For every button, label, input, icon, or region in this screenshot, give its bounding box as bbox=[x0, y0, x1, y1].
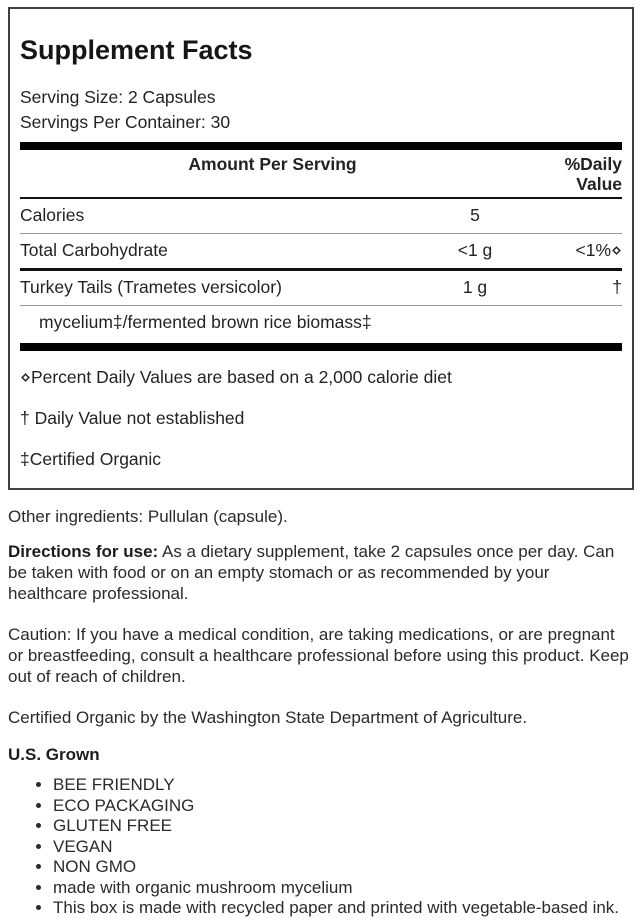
nutrient-amount: 1 g bbox=[462, 277, 488, 297]
thick-divider-top bbox=[20, 142, 622, 150]
list-item: • BEE FRIENDLY bbox=[53, 775, 632, 796]
table-row bbox=[20, 271, 622, 305]
list-item: • This box is made with recycled paper and printed with vegetable-based ink. bbox=[53, 898, 632, 919]
table-row bbox=[20, 234, 622, 268]
list-item: • made with organic mushroom mycelium bbox=[53, 878, 632, 899]
facts-table-header bbox=[20, 150, 622, 197]
supplement-facts-panel bbox=[8, 7, 634, 490]
list-item: • NON GMO bbox=[53, 857, 632, 878]
table-row bbox=[20, 306, 622, 340]
directions-label: Directions for use: bbox=[8, 542, 159, 561]
label-body-copy bbox=[8, 506, 632, 919]
table-row bbox=[20, 199, 622, 233]
panel-title: Supplement Facts bbox=[20, 35, 253, 65]
caution-paragraph: Caution: If you have a medical condition, are taking medications, or are pregnant or breastfeeding, consult a healthcare professional before using this product. Keep out of reach of children. bbox=[8, 625, 629, 686]
certified-organic-text: Certified Organic by the Washington State Department of Agriculture. bbox=[8, 708, 528, 727]
nutrient-amount: <1 g bbox=[457, 240, 493, 260]
list-item: • ECO PACKAGING bbox=[53, 796, 632, 817]
amount-per-serving-header: Amount Per Serving bbox=[188, 154, 357, 174]
daily-value-header: %Daily Value bbox=[564, 154, 622, 194]
list-item: • VEGAN bbox=[53, 837, 632, 858]
nutrient-name: Turkey Tails (Trametes versicolor) bbox=[20, 277, 282, 297]
list-item: • GLUTEN FREE bbox=[53, 816, 632, 837]
footnote-daily-values: ⋄Percent Daily Values are based on a 2,000 calorie diet bbox=[20, 367, 452, 387]
nutrient-name: Calories bbox=[20, 205, 85, 225]
serving-size-line: Serving Size: 2 Capsules bbox=[20, 87, 216, 107]
footnote-certified-organic: ‡Certified Organic bbox=[20, 449, 162, 469]
nutrient-amount: 5 bbox=[470, 205, 480, 225]
nutrient-name: mycelium‡/fermented brown rice biomass‡ bbox=[39, 312, 372, 332]
thick-divider-bottom bbox=[20, 343, 622, 351]
other-ingredients-text: Other ingredients: Pullulan (capsule). bbox=[8, 507, 288, 526]
us-grown-heading: U.S. Grown bbox=[8, 745, 100, 764]
nutrient-dv: <1%⋄ bbox=[575, 240, 622, 260]
directions-text: As a dietary supplement, take 2 capsules once per day. Can be taken with food or on an empty stomach or as recommended by your healthcare professional. bbox=[8, 542, 615, 603]
footnote-dv-not-established: † Daily Value not established bbox=[20, 408, 245, 428]
directions-paragraph bbox=[8, 541, 632, 604]
nutrient-dv: † bbox=[612, 277, 622, 297]
nutrient-name: Total Carbohydrate bbox=[20, 240, 168, 260]
servings-per-container-line: Servings Per Container: 30 bbox=[20, 112, 231, 132]
feature-list bbox=[8, 775, 632, 919]
